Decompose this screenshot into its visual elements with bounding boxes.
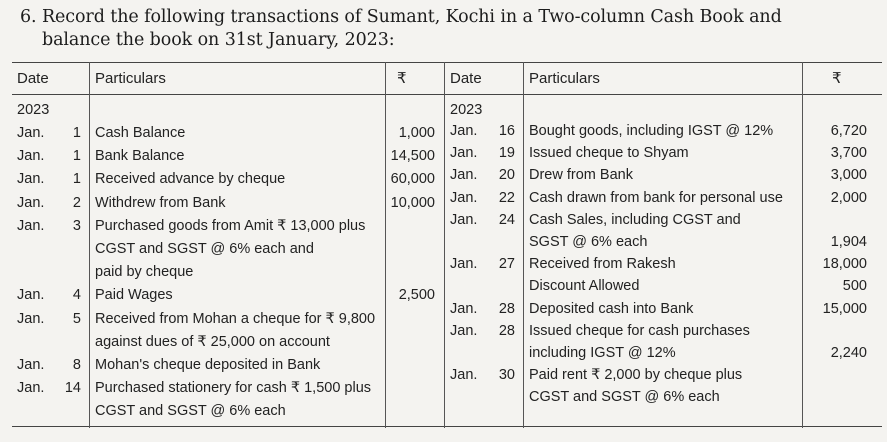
column-divider	[89, 62, 90, 428]
entry-day: 19	[498, 145, 515, 162]
entry-particulars: Received from Mohan a cheque for ₹ 9,800	[95, 310, 376, 327]
entry-amount: 14,500	[390, 148, 435, 165]
entry-month: Jan.	[450, 167, 478, 184]
entry-day: 8	[72, 357, 81, 373]
entry-month: Jan.	[17, 217, 45, 234]
entry-amount: 2,000	[830, 189, 867, 206]
entry-particulars: Issued cheque to Shyam	[529, 145, 689, 162]
entry-particulars: Purchased goods from Amit ₹ 13,000 plus	[95, 217, 366, 234]
entry-day: 28	[498, 300, 515, 317]
entry-particulars: Issued cheque for cash purchases	[529, 322, 750, 339]
entry-day: 3	[72, 217, 81, 234]
entry-month: Jan.	[450, 123, 478, 139]
entry-month: Jan.	[17, 148, 45, 165]
entry-particulars: Purchased stationery for cash ₹ 1,500 plus	[95, 380, 372, 397]
table-bottom-rule	[12, 426, 882, 427]
entry-month: Jan.	[450, 145, 478, 162]
entry-particulars: SGST @ 6% each	[529, 234, 648, 250]
entry-particulars: including IGST @ 12%	[529, 345, 676, 361]
entry-particulars: Cash drawn from bank for personal use	[529, 189, 783, 206]
entry-month: Jan.	[17, 310, 45, 327]
entry-month: Jan.	[450, 322, 478, 339]
entry-day: 1	[72, 171, 81, 188]
entry-day: 20	[498, 167, 515, 184]
entry-particulars: Paid Wages	[95, 287, 173, 304]
entry-month: Jan.	[17, 125, 45, 141]
entry-particulars: Drew from Bank	[529, 167, 633, 184]
entry-particulars: CGST and SGST @ 6% each	[95, 403, 286, 420]
entry-amount: 2,500	[398, 287, 435, 304]
header-amount: ₹	[397, 70, 407, 87]
entry-day: 4	[72, 287, 81, 304]
entry-day: 28	[498, 322, 515, 339]
entry-day: 2	[72, 194, 81, 211]
entry-month: Jan.	[17, 380, 45, 397]
entry-month: Jan.	[17, 194, 45, 211]
entry-particulars: Mohan's cheque deposited in Bank	[95, 357, 321, 373]
transactions-table	[12, 62, 882, 428]
entry-particulars: Withdrew from Bank	[95, 194, 226, 211]
entry-amount: 2,240	[830, 345, 867, 361]
question-line-2: balance the book on 31st January, 2023:	[42, 30, 395, 50]
year-label: 2023	[17, 102, 50, 118]
entry-amount: 18,000	[822, 256, 867, 273]
header-particulars: Particulars	[95, 70, 166, 87]
table-top-rule	[12, 62, 882, 63]
header-date: Date	[17, 70, 49, 87]
entry-day: 24	[498, 211, 515, 228]
entry-particulars: Bought goods, including IGST @ 12%	[529, 123, 774, 139]
entry-month: Jan.	[450, 189, 478, 206]
entry-particulars: Received advance by cheque	[95, 171, 286, 188]
entry-amount: 1,904	[830, 234, 867, 250]
entry-month: Jan.	[17, 171, 45, 188]
header-particulars: Particulars	[529, 70, 600, 87]
entry-day: 1	[72, 125, 81, 141]
entry-amount: 15,000	[822, 300, 867, 317]
year-label: 2023	[450, 102, 483, 118]
entry-particulars: Received from Rakesh	[529, 256, 676, 273]
entry-amount: 60,000	[390, 171, 435, 188]
entry-month: Jan.	[17, 357, 45, 373]
entry-month: Jan.	[450, 367, 478, 384]
entry-month: Jan.	[450, 300, 478, 317]
entry-particulars: CGST and SGST @ 6% each and	[95, 241, 314, 257]
entry-day: 1	[72, 148, 81, 165]
entry-month: Jan.	[17, 287, 45, 304]
entry-particulars: Cash Sales, including CGST and	[529, 211, 741, 228]
entry-particulars: Cash Balance	[95, 125, 186, 141]
entry-day: 30	[498, 367, 515, 384]
entry-particulars: CGST and SGST @ 6% each	[529, 389, 720, 406]
entry-amount: 6,720	[830, 123, 867, 139]
entry-particulars: paid by cheque	[95, 264, 194, 281]
entry-particulars: against dues of ₹ 25,000 on account	[95, 333, 330, 350]
entry-amount: 10,000	[390, 194, 435, 211]
header-amount: ₹	[832, 70, 842, 87]
entry-particulars: Deposited cash into Bank	[529, 300, 694, 317]
entry-particulars: Bank Balance	[95, 148, 185, 165]
column-divider	[385, 62, 386, 428]
entry-amount: 1,000	[398, 125, 435, 141]
entry-amount: 500	[842, 278, 867, 295]
entry-amount: 3,000	[830, 167, 867, 184]
question-line-1: 6. Record the following transactions of Sumant, Kochi in a Two-column Cash Book and	[20, 7, 782, 27]
entry-particulars: Discount Allowed	[529, 278, 640, 295]
column-divider	[444, 62, 445, 428]
entry-day: 16	[498, 123, 515, 139]
entry-day: 14	[64, 380, 81, 397]
entry-day: 5	[72, 310, 81, 327]
entry-day: 27	[498, 256, 515, 273]
entry-day: 22	[498, 189, 515, 206]
header-date: Date	[450, 70, 482, 87]
entry-month: Jan.	[450, 211, 478, 228]
question-text	[20, 6, 880, 52]
column-divider	[523, 62, 524, 428]
entry-particulars: Paid rent ₹ 2,000 by cheque plus	[529, 367, 743, 384]
header-rule	[12, 94, 882, 95]
entry-month: Jan.	[450, 256, 478, 273]
entry-amount: 3,700	[830, 145, 867, 162]
